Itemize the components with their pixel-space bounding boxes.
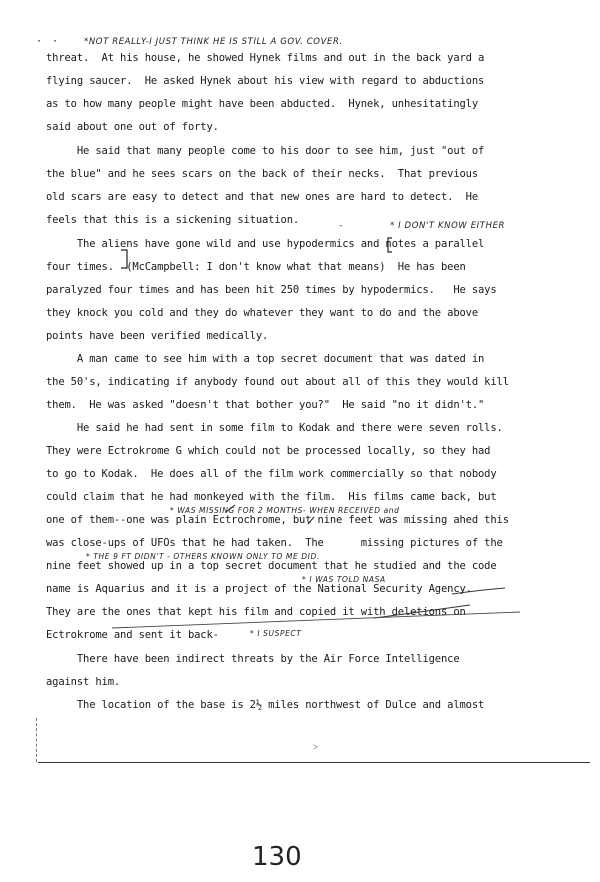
insertion-mark	[226, 505, 235, 512]
body-line: flying saucer. He asked Hynek about his view with regard to abductions	[46, 75, 485, 87]
body-line: A man came to see him with a top secret document that was dated in	[46, 353, 485, 365]
body-line: The location of the base is 2½ miles northwest of Dulce and almost	[46, 699, 485, 711]
body-line: against him.	[46, 676, 121, 688]
margin-dash-line	[36, 718, 37, 762]
handwritten-note-told-nasa: * I WAS TOLD NASA	[302, 575, 386, 584]
handwritten-note-suspect: * I SUSPECT	[250, 629, 302, 638]
body-line: them. He was asked "doesn't that bother you?" He said "no it didn't."	[46, 399, 485, 411]
handwritten-note-missing: * WAS MISSING FOR 2 MONTHS- WHEN RECEIVED and	[170, 506, 400, 515]
body-line: said about one out of forty.	[46, 121, 219, 133]
body-line: the 50's, indicating if anybody found out about all of this they would kill	[46, 376, 509, 388]
body-line: they knock you cold and they do whatever they want to do and the above	[46, 307, 479, 319]
body-line: There have been indirect threats by the Air Force Intelligence	[46, 653, 460, 665]
body-line: feels that this is a sickening situation.	[46, 214, 300, 226]
dash-mark: -	[338, 221, 344, 231]
insertion-mark	[308, 517, 314, 524]
bracket-mark	[388, 238, 392, 252]
body-line: name is Aquarius and it is a project of the National Security Agency.	[46, 583, 472, 595]
body-line: He said that many people come to his door to see him, just "out of	[46, 145, 485, 157]
body-line: The aliens have gone wild and use hypodermics and notes a parallel	[46, 238, 485, 250]
body-line: as to how many people might have been abducted. Hynek, unhesitatingly	[46, 98, 479, 110]
handwritten-note-top: *NOT REALLY-I JUST THINK HE IS STILL A GOV. COVER.	[84, 37, 343, 47]
body-line: old scars are easy to detect and that new ones are hard to detect. He	[46, 191, 479, 203]
body-line: threat. At his house, he showed Hynek films and out in the back yard a	[46, 52, 485, 64]
margin-dots: · ·	[36, 36, 61, 47]
handwritten-note-nine-feet: * THE 9 FT DIDN'T - OTHERS KNOWN ONLY TO ME DID.	[86, 552, 320, 561]
body-line: paralyzed four times and has been hit 250 times by hypodermics. He says	[46, 284, 497, 296]
body-line: They were Ectrokrome G which could not be processed locally, so they had	[46, 445, 491, 457]
body-line: He said he had sent in some film to Kodak and there were seven rolls.	[46, 422, 503, 434]
stray-mark: ˃	[313, 743, 319, 753]
page-bottom-rule	[38, 762, 590, 763]
underline-mark	[112, 612, 520, 628]
page-number: 130	[252, 842, 302, 872]
body-line: points have been verified medically.	[46, 330, 269, 342]
body-line: They are the ones that kept his film and copied it with deletions on	[46, 606, 466, 618]
underline-mark	[452, 588, 505, 594]
handwritten-note-dont-know: * I DON'T KNOW EITHER	[390, 221, 506, 231]
body-line: to go to Kodak. He does all of the film work commercially so that nobody	[46, 468, 497, 480]
body-line: could claim that he had monkeyed with the film. His films came back, but	[46, 491, 497, 503]
bracket-mark	[121, 250, 127, 268]
body-line: four times. (McCampbell: I don't know what that means) He has been	[46, 261, 466, 273]
body-line: one of them--one was plain Ectrochrome, but nine feet was missing ahed this	[46, 514, 509, 526]
body-line: nine feet showed up in a top secret document that he studied and the code	[46, 560, 497, 572]
body-line: was close-ups of UFOs that he had taken. The missing pictures of the	[46, 537, 503, 549]
body-line: Ectrokrome and sent it back-	[46, 629, 219, 641]
body-line: the blue" and he sees scars on the back of their necks. That previous	[46, 168, 479, 180]
